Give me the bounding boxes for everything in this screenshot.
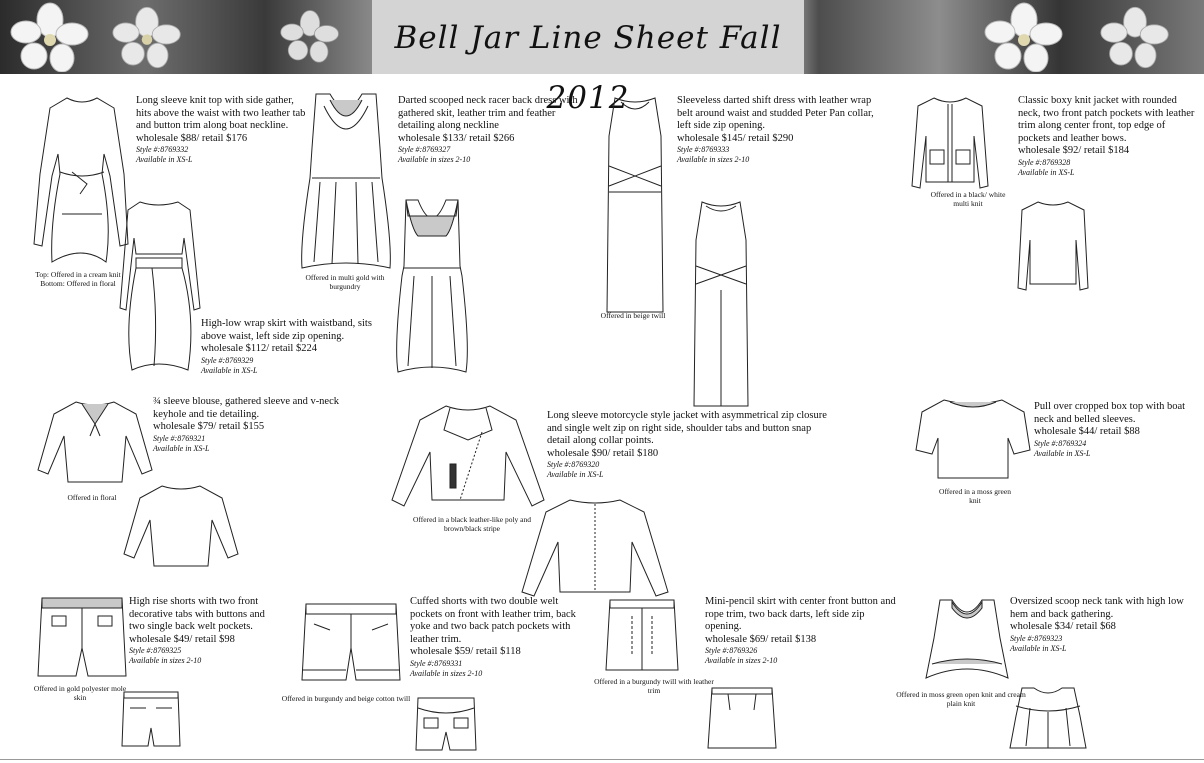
- caption-pencil-skirt: Offered in a burgundy twill with leather trim: [594, 677, 714, 695]
- item-description-high-rise-shorts: High rise shorts with two front decorative tabs with buttons and two single back welt pockets. wholesale $49/ retail $98 Style #:8769325 Available in sizes 2-10: [129, 596, 265, 665]
- item-description-knit-top: Long sleeve knit top with side gather, hits above the waist with two leather tab and button trim along boat neckline. wholesale $88/ retail $176 Style #:8769332 Available in XS-L: [136, 95, 306, 164]
- flower-icon: [280, 6, 340, 66]
- caption-high-rise-shorts: Offered in gold polyester mole skin: [33, 684, 127, 702]
- caption-scoop-tank: Offered in moss green open knit and cream plain knit: [896, 690, 1026, 708]
- caption-racer-dress: Offered in multi gold with burgundry: [305, 273, 385, 291]
- blouse-back-sketch: [122, 484, 240, 574]
- high-rise-shorts-sketch: [36, 592, 128, 682]
- item-description-cuffed-shorts: Cuffed shorts with two double welt pockets on front with leather trim, back yoke and two back patch pockets with leather trim. wholesale $59/ retail $118 Style #:8769331 Available in sizes 2-10: [410, 596, 576, 678]
- shift-dress-sketch: [603, 96, 667, 316]
- cuffed-shorts-sketch: [300, 600, 402, 686]
- racer-dress-back-sketch: [396, 196, 468, 376]
- pencil-skirt-back-sketch: [704, 684, 780, 752]
- page-title: Bell Jar Line Sheet Fall 2012: [394, 20, 782, 116]
- caption-blouse: Offered in floral: [67, 493, 117, 502]
- knit-jacket-back-sketch: [1016, 200, 1090, 298]
- item-description-moto-jacket: Long sleeve motorcycle style jacket with asymmetrical zip closure and single welt zip on right side, shoulder tabs and button snap detail along collar points. wholesale $90/ retail $180 Style #:8769320 Available in XS-L: [547, 410, 827, 479]
- knit-jacket-sketch: [910, 96, 990, 196]
- flower-icon: [1100, 4, 1170, 70]
- cuffed-shorts-back-sketch: [414, 694, 478, 754]
- item-description-knit-jacket: Classic boxy knit jacket with rounded neck, two front patch pockets with leather trim along center front, top edge of pockets and leather bows. wholesale $92/ retail $184 Style #:8769328 Available in XS-L: [1018, 95, 1195, 177]
- shift-dress-back-sketch: [690, 200, 752, 410]
- item-description-wrap-skirt: High-low wrap skirt with waistband, sits above waist, left side zip opening. wholesale $112/ retail $224 Style #:8769329 Available in XS-L: [201, 318, 372, 375]
- flower-icon: [10, 2, 90, 72]
- moto-jacket-back-sketch: [520, 496, 670, 600]
- bottom-rule: [0, 759, 1204, 760]
- item-description-box-top: Pull over cropped box top with boat neck and belled sleeves. wholesale $44/ retail $88 Style #:8769324 Available in XS-L: [1034, 401, 1186, 458]
- racer-dress-sketch: [300, 92, 392, 272]
- caption-knit-top: Top: Offered in a cream knit Bottom: Offered in floral: [35, 270, 121, 288]
- flower-icon: [984, 2, 1064, 72]
- flower-icon: [112, 4, 182, 70]
- box-top-sketch: [914, 398, 1032, 482]
- item-description-pencil-skirt: Mini-pencil skirt with center front button and rope trim, two back darts, left side zip opening. wholesale $69/ retail $138 Style #:8769326 Available in sizes 2-10: [705, 596, 896, 665]
- item-description-scoop-tank: Oversized scoop neck tank with high low hem and back gathering. wholesale $34/ retail $68 Style #:8769323 Available in XS-L: [1010, 596, 1184, 653]
- caption-cuffed-shorts: Offered in burgundy and beige cotton twill: [281, 694, 411, 703]
- scoop-tank-sketch: [922, 598, 1012, 686]
- caption-moto-jacket: Offered in a black leather-like poly and brown/black stripe: [413, 515, 531, 533]
- caption-knit-jacket: Offered in a black/ white multi knit: [930, 190, 1006, 208]
- pencil-skirt-sketch: [602, 596, 682, 674]
- item-description-shift-dress: Sleeveless darted shift dress with leather wrap belt around waist and studded Peter Pan collar, left side zip opening. wholesale $145/ retail $290 Style #:8769333 Available in sizes 2-10: [677, 95, 874, 164]
- caption-shift-dress: Offered in beige twill: [600, 311, 666, 320]
- item-description-racer-dress: Darted scooped neck racer back dress with gathered skit, leather trim and feather detailing along neckline wholesale $133/ retail $266 Style #:8769327 Available in sizes 2-10: [398, 95, 578, 164]
- blouse-sketch: [36, 400, 154, 492]
- knit-top-sketch: [32, 94, 132, 269]
- item-description-blouse: ¾ sleeve blouse, gathered sleeve and v-neck keyhole and tie detailing. wholesale $79/ retail $155 Style #:8769321 Available in XS-L: [153, 396, 340, 453]
- caption-box-top: Offered in a moss green knit: [939, 487, 1011, 505]
